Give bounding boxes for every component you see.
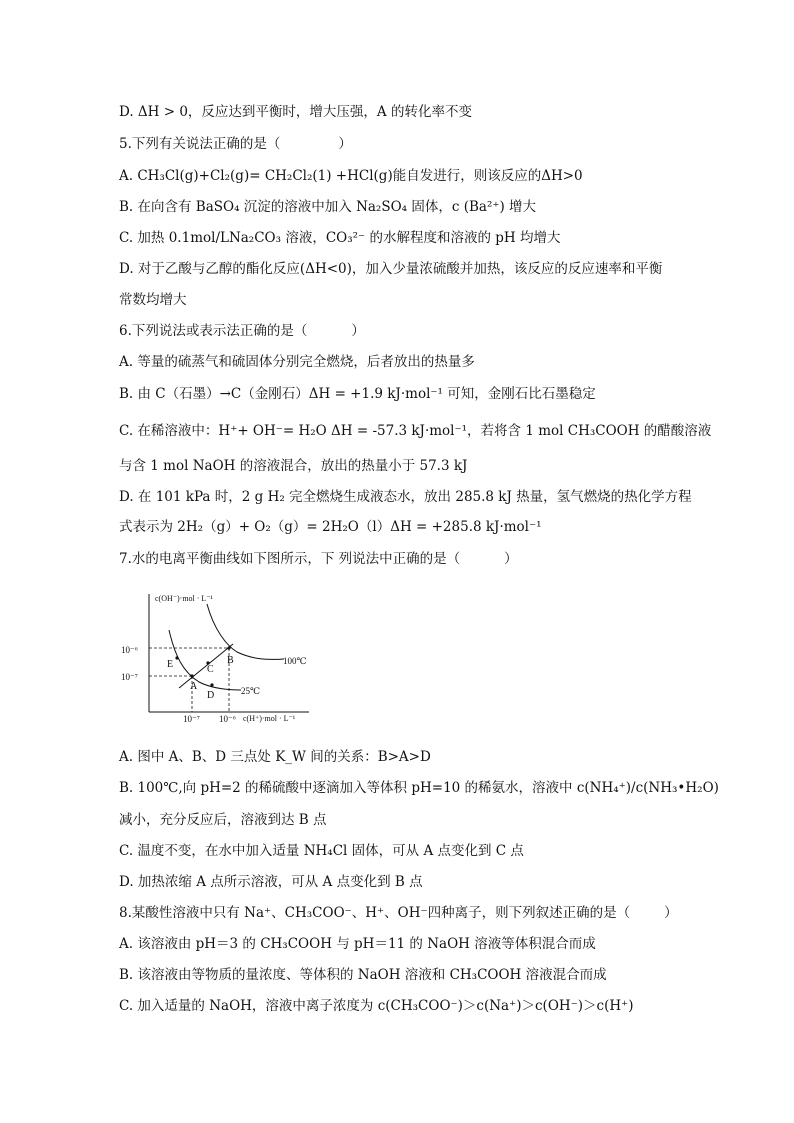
q7-option-a: A. 图中 A、B、D 三点处 K_W 间的关系：B>A>D bbox=[119, 749, 431, 765]
q8-option-a: A. 该溶液由 pH＝3 的 CH₃COOH 与 pH＝11 的 NaOH 溶液等体积混合而成 bbox=[119, 936, 596, 952]
q5-option-b: B. 在向含有 BaSO₄ 沉淀的溶液中加入 Na₂SO₄ 固体，c (Ba²⁺) 增大 bbox=[119, 199, 537, 215]
q5-stem bbox=[119, 135, 734, 153]
q7-option-b-line1: B. 100℃,向 pH=2 的稀硫酸中逐滴加入等体积 pH=10 的稀氨水，溶液中 c(NH₄⁺)/c(NH₃•H₂O) bbox=[119, 780, 719, 796]
label-d: D bbox=[207, 690, 215, 701]
q5-option-d-line1: D. 对于乙酸与乙醇的酯化反应(ΔH<0)，加入少量浓硫酸并加热，该反应的反应速率和平衡 bbox=[119, 261, 663, 277]
q6-stem-end: ） bbox=[351, 323, 365, 339]
x-tick-10-7: 10⁻⁷ bbox=[183, 714, 200, 724]
q5-option-a: A. CH₃Cl(g)+Cl₂(g)= CH₂Cl₂(1) +HCl(g)能自发进行，则该反应的ΔH>0 bbox=[119, 168, 583, 184]
x-axis-label: c(H⁺)·mol · L⁻¹ bbox=[243, 714, 296, 723]
x-tick-10-6: 10⁻⁶ bbox=[219, 714, 236, 724]
y-tick-10-7: 10⁻⁷ bbox=[121, 672, 138, 682]
point-e bbox=[175, 656, 178, 659]
q7-option-c: C. 温度不变，在水中加入适量 NH₄Cl 固体，可从 A 点变化到 C 点 bbox=[119, 843, 524, 859]
q6-option-c-line1: C. 在稀溶液中：H⁺+ OH⁻= H₂O ΔH = -57.3 kJ·mol⁻¹，若将含 1 mol CH₃COOH 的醋酸溶液 bbox=[119, 423, 712, 439]
water-ionization-diagram bbox=[119, 588, 329, 728]
q6-option-d-line1: D. 在 101 kPa 时，2 g H₂ 完全燃烧生成液态水，放出 285.8 kJ 热量，氢气燃烧的热化学方程 bbox=[119, 489, 692, 505]
q8-option-c: C. 加入适量的 NaOH，溶液中离子浓度为 c(CH₃COO⁻)＞c(Na⁺)＞c(OH⁻)＞c(H⁺) bbox=[119, 998, 634, 1014]
q5-stem-text: 5.下列有关说法正确的是（ bbox=[119, 136, 281, 152]
q6-stem bbox=[119, 322, 734, 340]
point-b bbox=[227, 646, 230, 649]
q8-stem bbox=[119, 904, 734, 922]
q7-stem bbox=[119, 550, 734, 568]
q8-stem-end: ） bbox=[664, 905, 678, 921]
label-100c: 100℃ bbox=[283, 656, 307, 666]
q6-stem-text: 6.下列说法或表示法正确的是（ bbox=[119, 323, 308, 339]
q8-option-b: B. 该溶液由等物质的量浓度、等体积的 NaOH 溶液和 CH₃COOH 溶液混合而成 bbox=[119, 967, 607, 983]
curve-100c bbox=[207, 604, 284, 659]
q5-stem-end: ） bbox=[338, 136, 352, 152]
label-25c: 25℃ bbox=[241, 686, 261, 696]
q7-option-d: D. 加热浓缩 A 点所示溶液，可从 A 点变化到 B 点 bbox=[119, 874, 423, 890]
q5-option-c: C. 加热 0.1mol/LNa₂CO₃ 溶液，CO₃²⁻ 的水解程度和溶液的 pH 均增大 bbox=[119, 230, 561, 246]
label-c: C bbox=[207, 664, 214, 675]
point-d bbox=[210, 683, 213, 686]
q6-option-c-line2: 与含 1 mol NaOH 的溶液混合，放出的热量小于 57.3 kJ bbox=[119, 458, 468, 474]
q8-stem-text: 8.某酸性溶液中只有 Na⁺、CH₃COO⁻、H⁺、OH⁻四种离子，则下列叙述正确的是（ bbox=[119, 905, 631, 921]
y-axis-label: c(OH⁻)·mol · L⁻¹ bbox=[155, 594, 213, 603]
q7-stem-end: ） bbox=[504, 551, 518, 567]
y-tick-10-6: 10⁻⁶ bbox=[121, 645, 138, 655]
q4-option-d: D. ΔH > 0，反应达到平衡时，增大压强，A 的转化率不变 bbox=[119, 104, 472, 120]
line-a-to-b bbox=[179, 644, 233, 688]
label-a: A bbox=[190, 681, 198, 692]
label-b: B bbox=[227, 655, 234, 666]
q7-stem-text: 7.水的电离平衡曲线如下图所示，下 列说法中正确的是（ bbox=[119, 551, 461, 567]
q5-option-d-line2: 常数均增大 bbox=[119, 292, 187, 308]
point-a bbox=[190, 674, 193, 677]
q6-option-a: A. 等量的硫蒸气和硫固体分别完全燃烧，后者放出的热量多 bbox=[119, 354, 475, 370]
q6-option-b: B. 由 C（石墨）→C（金刚石）ΔH = +1.9 kJ·mol⁻¹ 可知，金刚石比石墨稳定 bbox=[119, 386, 596, 402]
q7-option-b-line2: 减小，充分反应后，溶液到达 B 点 bbox=[119, 812, 327, 828]
q6-option-d-line2: 式表示为 2H₂（g）+ O₂（g）= 2H₂O（l）ΔH = +285.8 kJ·mol⁻¹ bbox=[119, 519, 542, 535]
label-e: E bbox=[167, 659, 174, 670]
